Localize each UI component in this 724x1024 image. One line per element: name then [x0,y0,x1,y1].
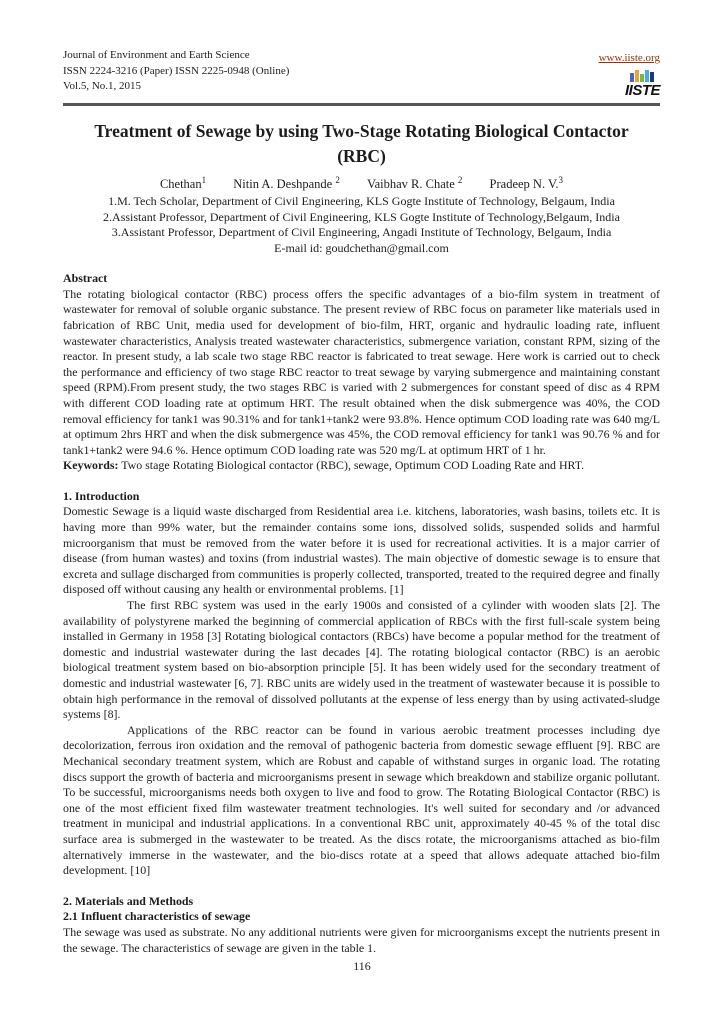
issn-line: ISSN 2224-3216 (Paper) ISSN 2225-0948 (Online) [63,64,290,77]
page-number: 116 [353,959,371,973]
abstract-heading: Abstract [63,271,108,286]
author-superscript: 2 [335,175,340,185]
website-link[interactable]: www.iiste.org [598,52,660,64]
affiliation-line: 1.M. Tech Scholar, Department of Civil Engineering, KLS Gogte Institute of Technology, Belgaum, India [108,194,615,209]
keywords-line [63,458,660,474]
logo-bar [650,72,654,82]
author-superscript: 1 [201,175,207,185]
affiliation-line: 2.Assistant Professor, Department of Civil Engineering, KLS Gogte Institute of Technology,Belgaum, India [103,209,620,224]
page-header [63,48,660,100]
author [160,177,206,191]
logo-text: IISTE [624,82,660,99]
header-right [599,48,660,100]
keywords-label: Keywords: [63,458,119,473]
author [233,177,340,191]
logo-bars-icon [625,69,660,82]
logo-bar [645,70,649,82]
abstract-text: The rotating biological contactor (RBC) process offers the specific advantages of a bio-film system in treatment of wastewater for removal of soluble organic substance. The present review of RBC focus on parameter like materials used in fabrication of RBC Unit, media used for development of bio-film, HRT, organic and hydraulic loading rate, influent wastewater characteristics, Analysis treated wastewater characteristics, submergence variation, constant RPM, sizing of the reactor. In present study, a lab scale two stage RBC reactor is fabricated to treat sewage. Here work is carried out to check the performance and efficiency of two stage RBC reactor to treat sewage by varying submergence and maintaining constant speed (RPM).From present study, the two stages RBC is varied with 2 submergences for constant speed of disc as 4 RPM with different COD loading rate at optimum HRT. The result obtained when the disk submergence was 40%, the COD removal efficiency for tank1 was 90.31% and for tank1+tank2 were 93.8%. Hence optimum COD loading rate was 640 mg/L at optimum 2hrs HRT and when the disk submergence was 45%, the COD removal efficiency for tank1 was 90.76 % and for tank1+tank2 were 94.6 %. Hence optimum COD loading rate was 520 mg/L at optimum HRT of 1 hr. [63,286,660,457]
author-name: Pradeep N. V. [489,177,559,192]
influent-text: The sewage was used as substrate. No any additional nutrients were given for microorganisms except the nutrients present in the sewage. The characteristics of sewage are given in the table 1. [63,924,660,955]
logo-bar [640,74,644,82]
intro-paragraph: Domestic Sewage is a liquid waste discharged from Residential area i.e. kitchens, laboratories, wash basins, toilets etc. It is having more than 99% water, but the remainder contains some ions, dissolved solids, suspended solids and harmful microorganism that must be removed from the water before it is used for recreational activities. It is a major carrier of disease (from human wastes) and toxins (from industrial wastes). The main objective of domestic sewage is to ensure that excreta and sullage discharged from communities is properly collected, transported, treated to the required degree and finally disposed off without causing any health or environmental problems. [1] [63,504,660,597]
paper-title: Treatment of Sewage by using Two-Stage Rotating Biological Contactor (RBC) [94,121,629,166]
logo-bar [635,70,639,82]
intro-paragraph: Applications of the RBC reactor can be found in various aerobic treatment processes including dye decolorization, ferrous iron oxidation and the removal of pathogenic bacteria from domestic sewage effluent [9]. RBC are Mechanical secondary treatment system, which are Robust and capable of withstand surges in organic load. The rotating discs support the growth of bacteria and microorganisms present in sewage which breakdown and stabilize organic pollutant. To be successful, microorganisms needs both oxygen to live and food to grow. The Rotating Biological Contactor (RBC) is one of the most efficient fixed film wastewater treatment technologies. It's well suited for secondary and /or advanced treatment in municipal and industrial applications. In a conventional RBC unit, approximately 40-45 % of the total disc surface area is submerged in the wastewater to be treated. As the discs rotate, the microorganisms attached as bio-film alternatively immerse in the wastewater, and the bio-discs rotate at a speed that allows adequate attached bio-film development. [10] [63,722,660,878]
section-heading-materials: 2. Materials and Methods [63,893,194,908]
header-divider [63,103,660,106]
intro-paragraph: The first RBC system was used in the early 1900s and consisted of a cylinder with wooden slats [2]. The availability of polystyrene marked the beginning of commercial application of RBCs with the first full-scale system being installed in Germany in 1958 [3] Rotating biological contactors (RBCs) have become a popular method for the treatment of domestic and industrial wastewater during the last decades [4]. The rotating biological contactor (RBC) is an aerobic biological treatment system based on bio-absorption principle [5]. It has been widely used for the secondary treatment of domestic and industrial wastewater [6, 7]. RBC units are widely used in the treatment of wastewater because it is possible to obtain high performance in the removal of dissolved pollutants at the expense of less energy than by using activated-sludge systems [8]. [63,598,660,722]
iiste-logo [625,69,660,100]
email-line: E-mail id: goudchethan@gmail.com [274,240,449,255]
author [367,177,462,191]
affiliation-line: 3.Assistant Professor, Department of Civil Engineering, Angadi Institute of Technology, Belgaum, India [111,225,612,240]
affiliations [63,194,660,256]
subsection-heading-influent: 2.1 Influent characteristics of sewage [63,909,251,924]
author-superscript: 2 [457,175,463,185]
journal-info [63,48,289,95]
keywords-text: Two stage Rotating Biological contactor (RBC), sewage, Optimum COD Loading Rate and HRT. [118,458,585,473]
journal-name: Journal of Environment and Earth Science [63,49,250,61]
section-heading-introduction: 1. Introduction [63,488,140,503]
author-name: Chethan [159,177,202,192]
logo-bar [630,73,634,82]
volume-line: Vol.5, No.1, 2015 [63,80,142,92]
author-name: Nitin A. Deshpande [233,177,336,192]
author-name: Vaibhav R. Chate [366,177,458,192]
author-superscript: 3 [558,175,564,185]
author-list [63,175,660,192]
author [490,177,563,191]
